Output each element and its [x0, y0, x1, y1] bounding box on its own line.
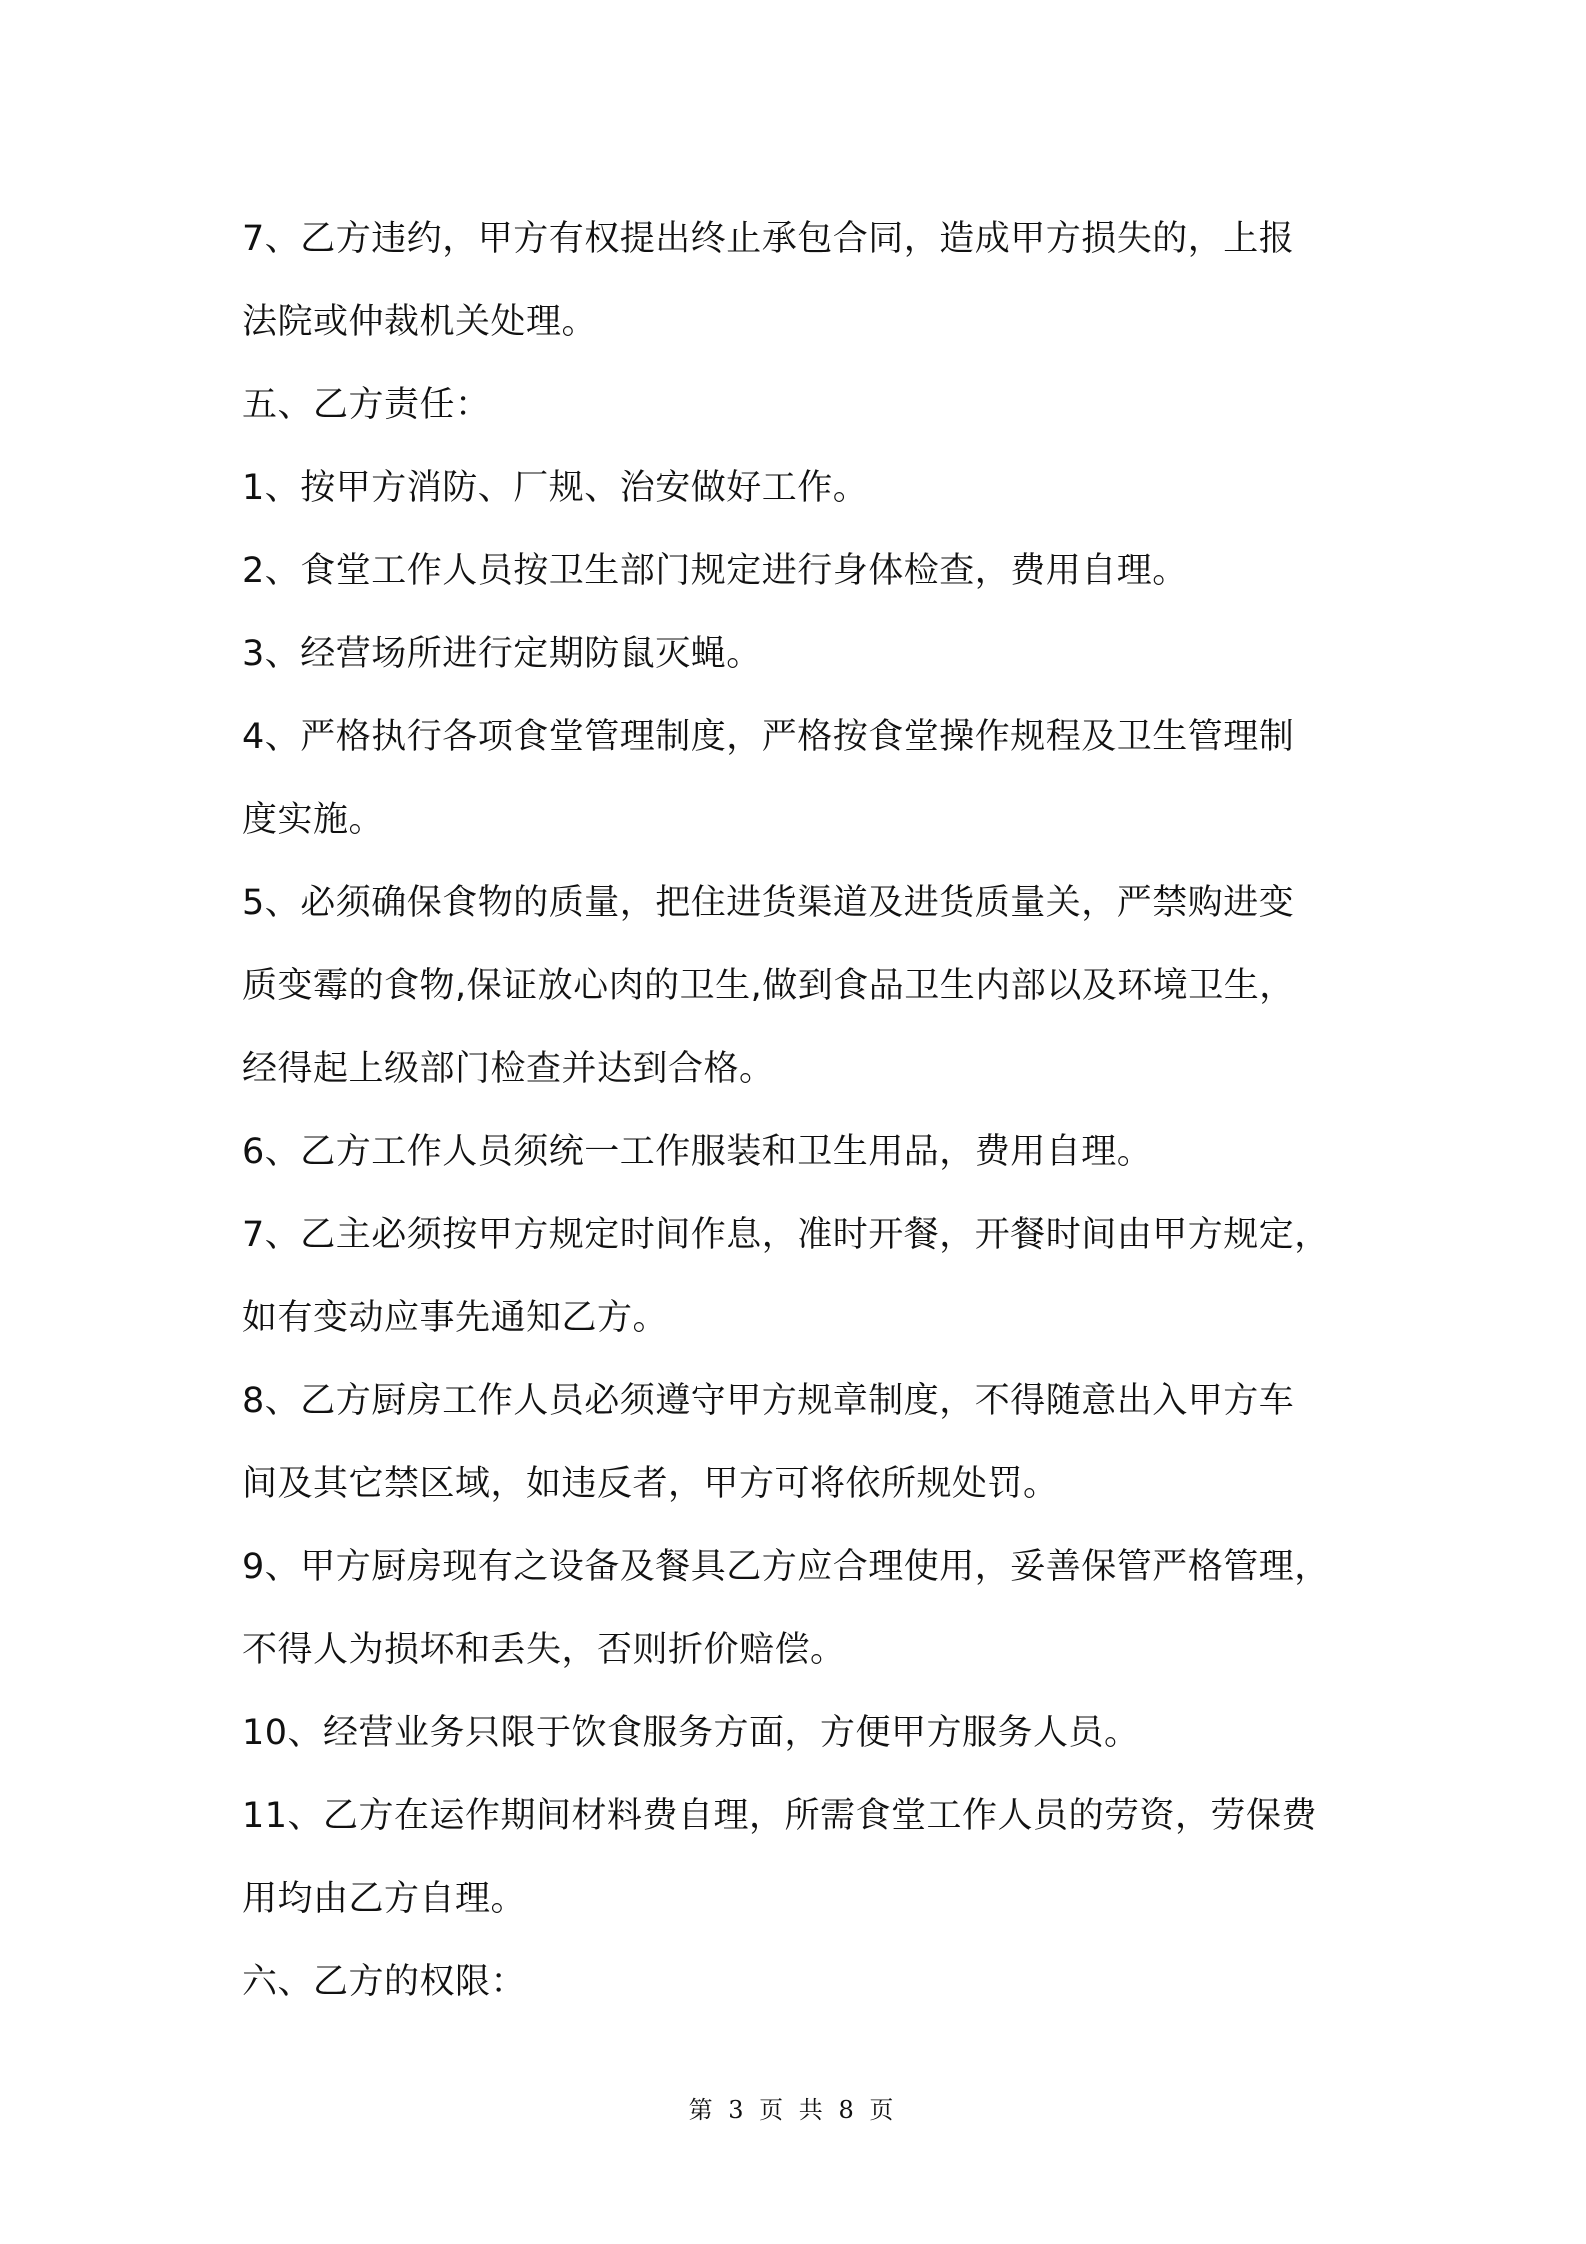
text-line-10: 质变霉的食物,保证放心肉的卫生,做到食品卫生内部以及环境卫生， — [242, 966, 1295, 1006]
text-line-9: 5、必须确保食物的质量，把住进货渠道及进货质量关，严禁购进变 — [242, 883, 1295, 923]
text-line-15: 8、乙方厨房工作人员必须遵守甲方规章制度，不得随意出入甲方车 — [242, 1381, 1295, 1421]
text-line-14: 如有变动应事先通知乙方。 — [242, 1298, 669, 1338]
text-line-4: 1、按甲方消防、厂规、治安做好工作。 — [242, 468, 869, 508]
text-line-5: 2、食堂工作人员按卫生部门规定进行身体检查，费用自理。 — [242, 551, 1188, 591]
text-line-6: 3、经营场所进行定期防鼠灭蝇。 — [242, 634, 762, 674]
text-line-1: 7、乙方违约，甲方有权提出终止承包合同，造成甲方损失的，上报 — [242, 219, 1295, 259]
text-line-21: 用均由乙方自理。 — [242, 1879, 527, 1919]
text-line-7: 4、严格执行各项食堂管理制度，严格按食堂操作规程及卫生管理制 — [242, 717, 1295, 757]
page-number-footer: 第 3 页 共 8 页 — [688, 2096, 898, 2124]
text-line-16: 间及其它禁区域，如违反者，甲方可将依所规处罚。 — [242, 1464, 1059, 1504]
document-body — [242, 198, 1372, 2024]
text-line-11: 经得起上级部门检查并达到合格。 — [242, 1049, 775, 1089]
text-line-18: 不得人为损坏和丢失，否则折价赔偿。 — [242, 1630, 846, 1670]
text-line-19: 10、经营业务只限于饮食服务方面，方便甲方服务人员。 — [242, 1713, 1140, 1753]
section-heading-5: 五、乙方责任： — [242, 385, 491, 425]
text-line-20: 11、乙方在运作期间材料费自理，所需食堂工作人员的劳资，劳保费 — [242, 1796, 1318, 1836]
text-line-12: 6、乙方工作人员须统一工作服装和卫生用品，费用自理。 — [242, 1132, 1153, 1172]
text-line-2: 法院或仲裁机关处理。 — [242, 302, 598, 342]
text-line-17: 9、甲方厨房现有之设备及餐具乙方应合理使用，妥善保管严格管理， — [242, 1547, 1330, 1587]
text-line-8: 度实施。 — [242, 800, 385, 840]
section-heading-6: 六、乙方的权限： — [242, 1962, 527, 2002]
text-line-13: 7、乙主必须按甲方规定时间作息，准时开餐，开餐时间由甲方规定， — [242, 1215, 1330, 1255]
